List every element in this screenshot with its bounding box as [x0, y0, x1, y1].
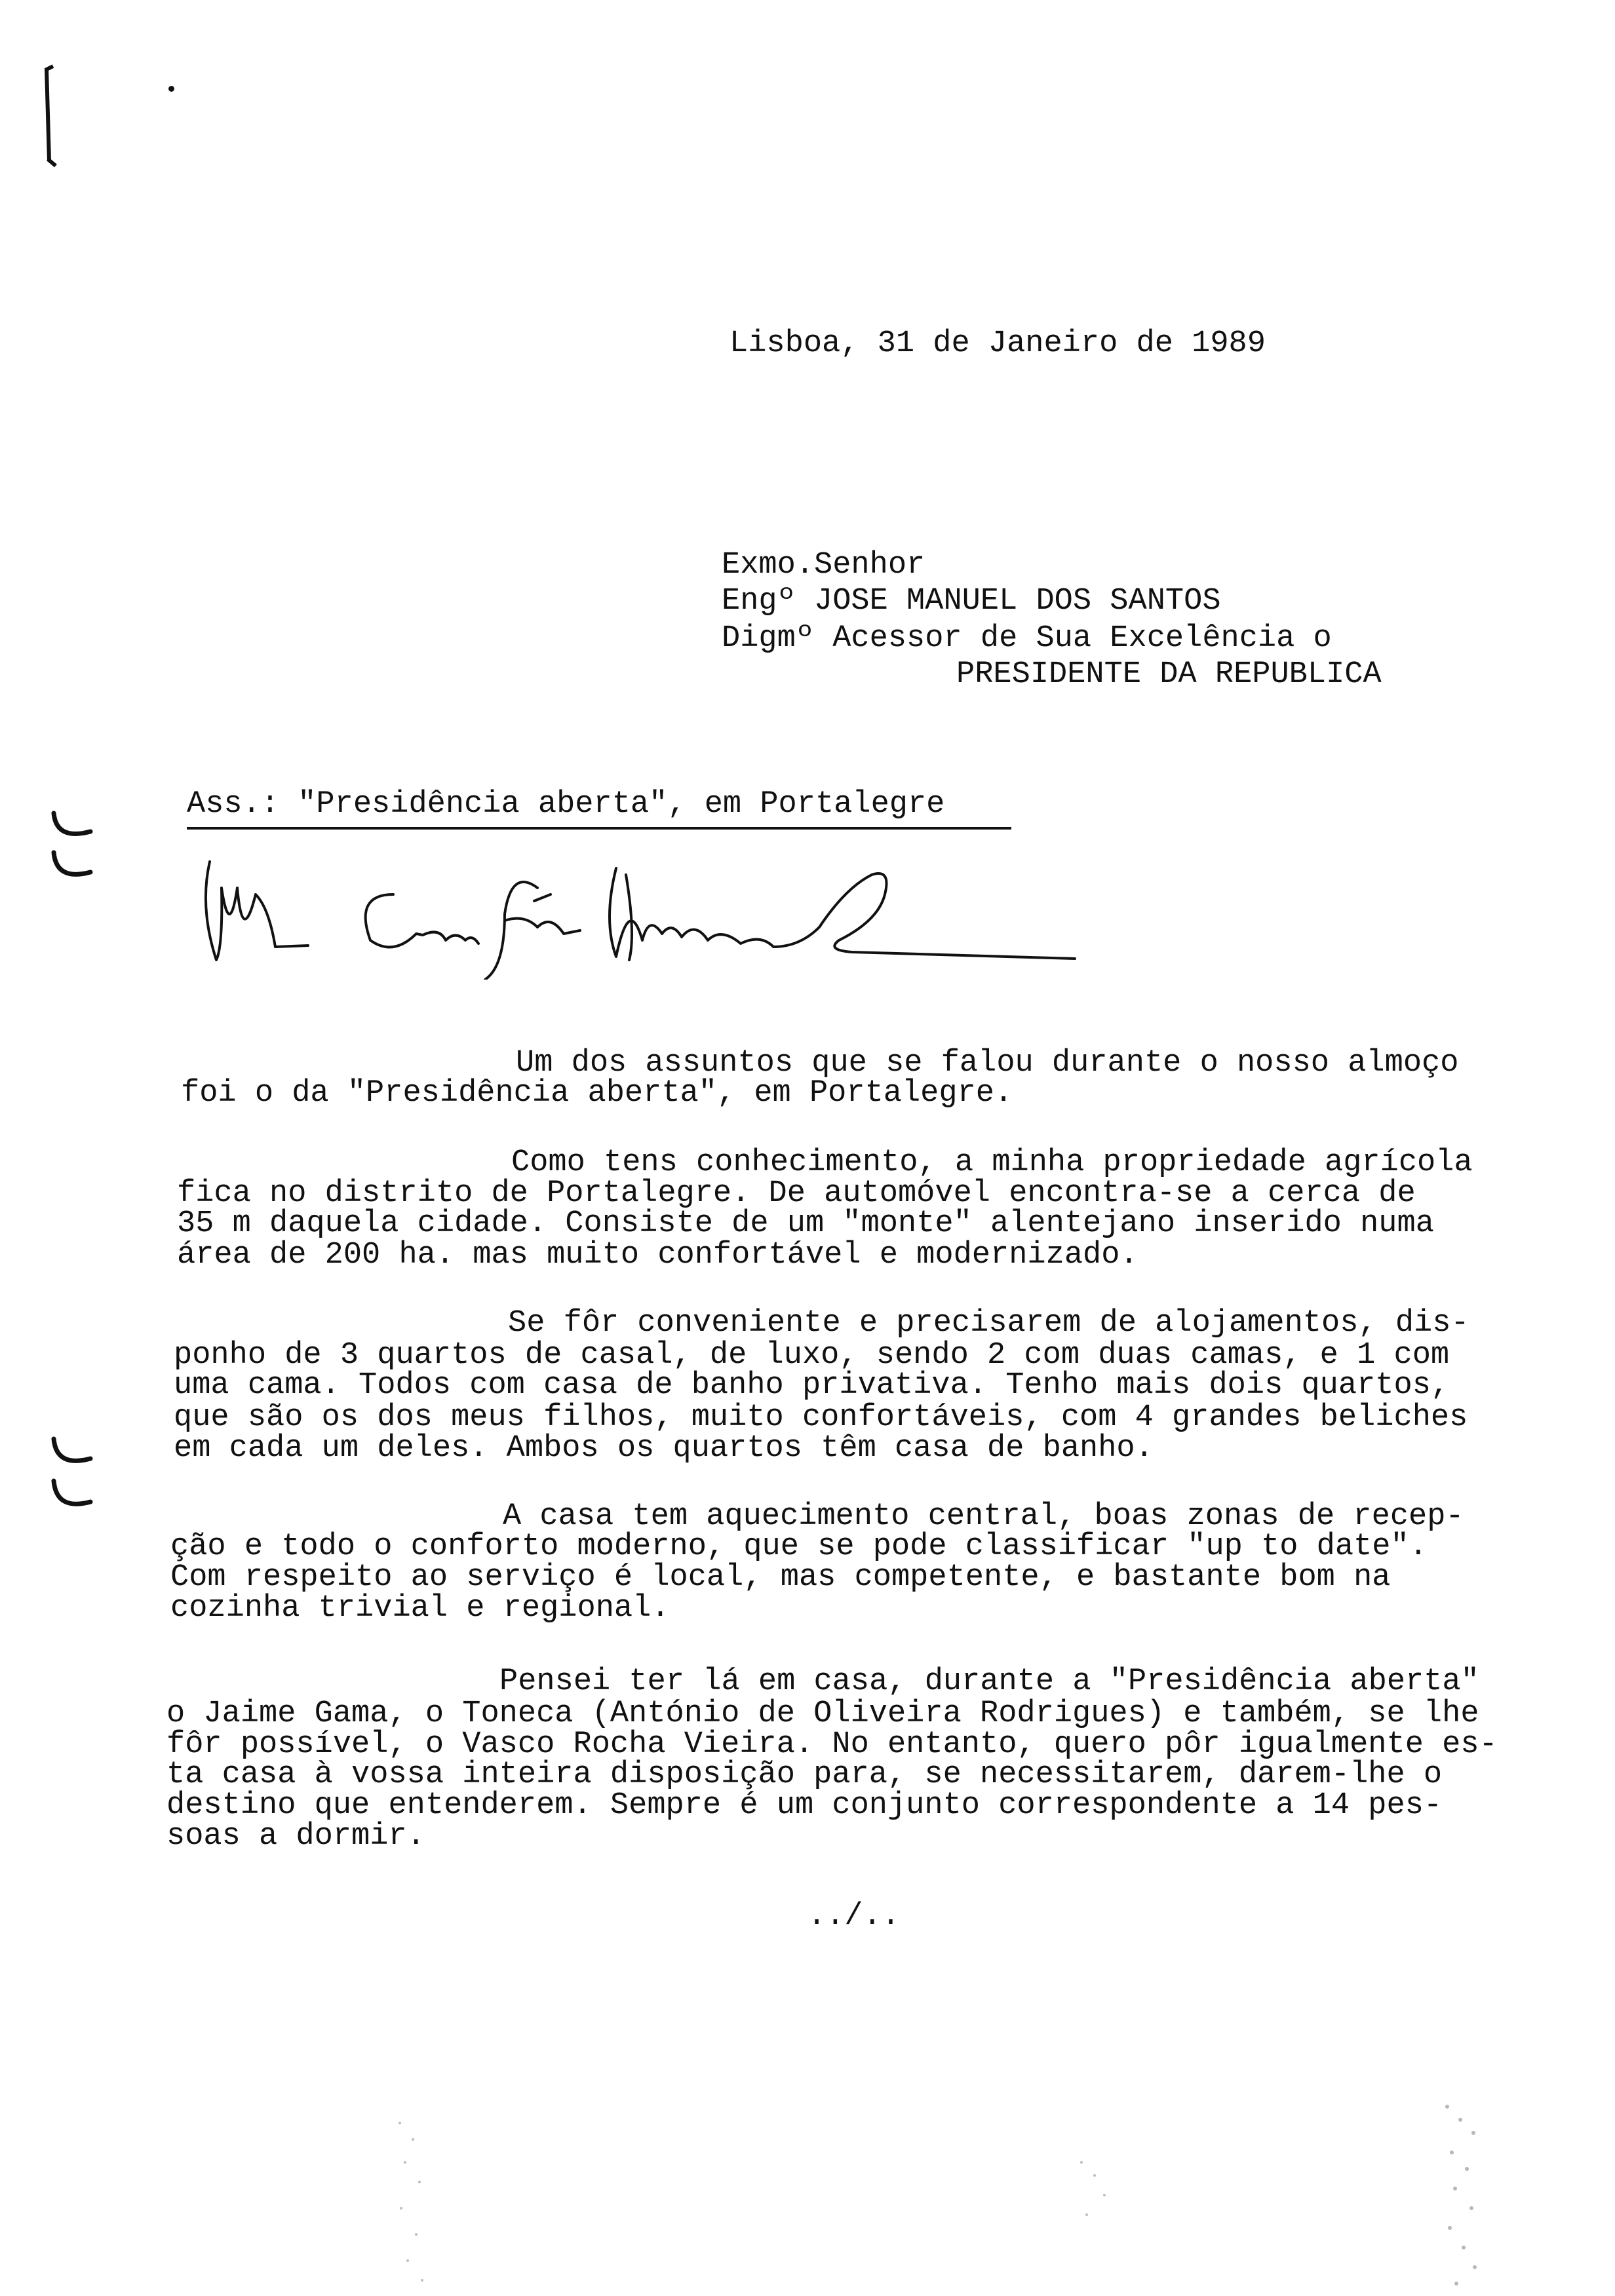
paragraph-5-line-3: fôr possível, o Vasco Rocha Vieira. No entanto, quero pôr igualmente es-: [166, 1727, 1498, 1762]
paragraph-5-line-4: ta casa à vossa inteira disposição para, se necessitarem, darem-lhe o: [166, 1757, 1443, 1792]
subject-underline: [187, 827, 1011, 830]
paragraph-1-line-2: foi o da "Presidência aberta", em Portalegre.: [181, 1076, 1013, 1111]
recipient-title: Digmº Acessor de Sua Excelência o: [722, 621, 1332, 656]
paragraph-2-line-1: Como tens conhecimento, a minha propriedade agrícola: [511, 1145, 1473, 1180]
paragraph-3-line-5: em cada um deles. Ambos os quartos têm casa de banho.: [174, 1431, 1154, 1466]
paragraph-2-line-3: 35 m daquela cidade. Consiste de um "monte" alentejano inserido numa: [177, 1206, 1434, 1241]
paragraph-3-line-2: ponho de 3 quartos de casal, de luxo, sendo 2 com duas camas, e 1 com: [174, 1338, 1450, 1373]
scan-noise-right: [1442, 2097, 1481, 2293]
scan-noise-middle: [1075, 2149, 1114, 2228]
subject-line: Ass.: "Presidência aberta", em Portalegre: [187, 787, 945, 822]
recipient-name: Engº JOSE MANUEL DOS SANTOS: [722, 584, 1221, 619]
paragraph-5-line-5: destino que entenderem. Sempre é um conjunto correspondente a 14 pes-: [166, 1788, 1443, 1823]
continuation-marker: ../..: [808, 1899, 901, 1934]
paragraph-4-line-3: Com respeito ao serviço é local, mas competente, e bastante bom na: [170, 1560, 1391, 1595]
handwritten-salutation: [197, 849, 1121, 980]
paragraph-2-line-2: fica no distrito de Portalegre. De automóvel encontra-se a cerca de: [177, 1176, 1416, 1211]
margin-mark-2: [46, 1435, 98, 1520]
binder-mark: [36, 62, 82, 174]
scan-noise-left: [393, 2110, 433, 2293]
recipient-salutation: Exmo.Senhor: [722, 548, 925, 583]
paragraph-4-line-4: cozinha trivial e regional.: [170, 1591, 670, 1626]
paragraph-5-line-6: soas a dormir.: [166, 1819, 425, 1854]
place-date: Lisboa, 31 de Janeiro de 1989: [730, 326, 1266, 361]
paragraph-2-line-4: área de 200 ha. mas muito confortável e modernizado.: [177, 1238, 1138, 1272]
paragraph-3-line-3: uma cama. Todos com casa de banho privativa. Tenho mais dois quartos,: [174, 1368, 1450, 1403]
ink-dot: [168, 86, 174, 92]
paragraph-3-line-1: Se fôr conveniente e precisarem de alojamentos, dis-: [508, 1306, 1469, 1341]
paragraph-5-line-2: o Jaime Gama, o Toneca (António de Oliveira Rodrigues) e também, se lhe: [166, 1696, 1479, 1731]
paragraph-4-line-2: ção e todo o conforto moderno, que se pode classificar "up to date".: [170, 1529, 1428, 1564]
paragraph-1-line-1: Um dos assuntos que se falou durante o nosso almoço: [516, 1046, 1459, 1081]
paragraph-5-line-1: Pensei ter lá em casa, durante a "Presidência aberta": [499, 1664, 1479, 1699]
paragraph-3-line-4: que são os dos meus filhos, muito confortáveis, com 4 grandes beliches: [174, 1400, 1468, 1435]
paragraph-4-line-1: A casa tem aquecimento central, boas zonas de recep-: [503, 1499, 1464, 1534]
recipient-office: PRESIDENTE DA REPUBLICA: [956, 657, 1382, 692]
margin-mark-1: [46, 809, 98, 888]
